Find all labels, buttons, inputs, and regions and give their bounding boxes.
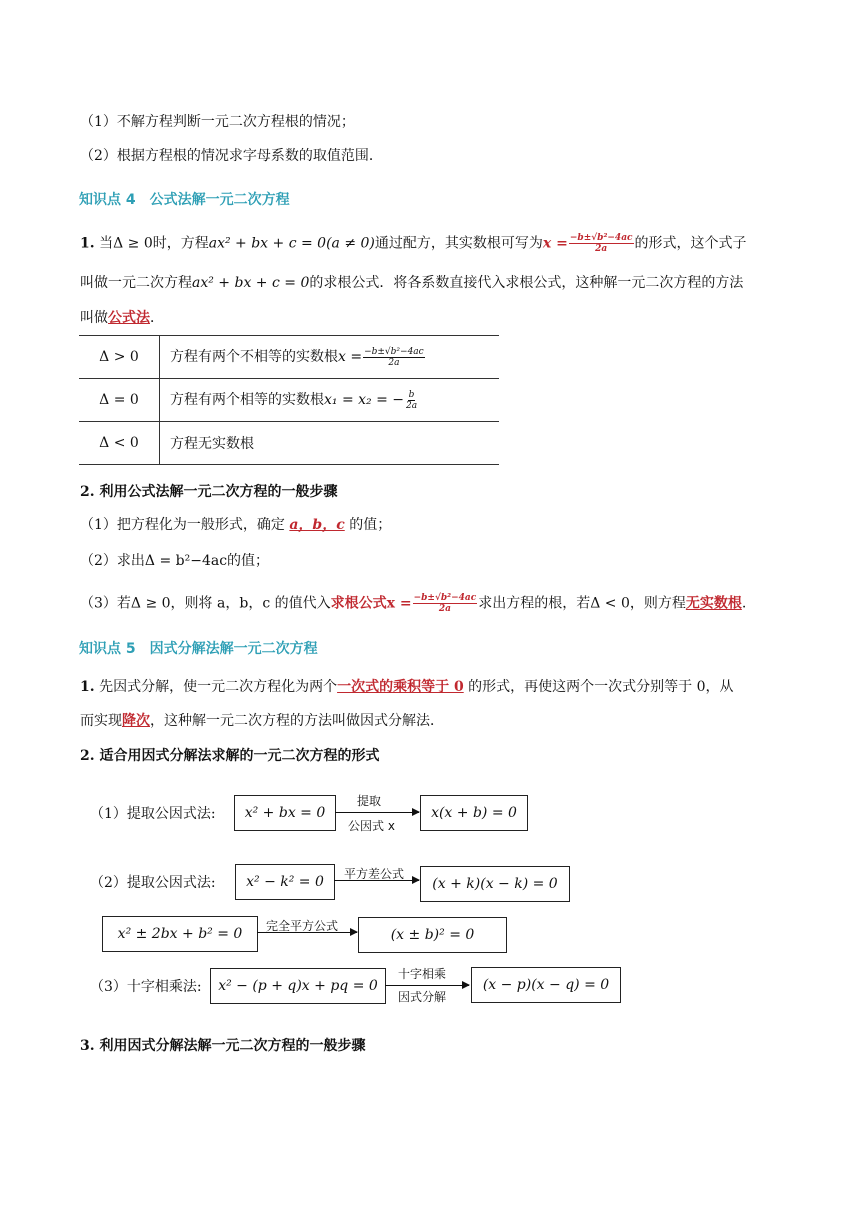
kp5-paragraph-line-1 xyxy=(80,677,734,697)
kp4-p2-text-b: 的求根公式．将各系数直接代入求根公式，这种解一元二次方程的方法 xyxy=(309,275,744,291)
table-cell-condition: Δ < 0 xyxy=(79,422,160,465)
step3-term-no-real-root: 无实数根 xyxy=(685,595,742,612)
kp4-p2-equation: ax² + bx + c = 0 xyxy=(192,275,310,291)
kp5-term-reduce-degree: 降次 xyxy=(122,713,150,729)
form2-label: （2）提取公因式法: xyxy=(90,875,216,891)
discriminant-table xyxy=(79,335,499,465)
step3-numerator: −b±√b²−4ac xyxy=(413,593,477,603)
form3-arrow-top-label: 十字相乘 xyxy=(398,967,447,981)
kp4-p1-text-c: 的形式，这个式子 xyxy=(634,235,747,252)
kp5-p2-text-a: 而实现 xyxy=(80,713,122,729)
step1-coefficients: a，b，c xyxy=(289,517,345,533)
kp4-p3-text-b: ． xyxy=(150,310,164,326)
table-cell-result xyxy=(160,336,500,379)
form3-right-box: (x − p)(x − q) = 0 xyxy=(471,967,621,1003)
form1-arrow xyxy=(335,812,419,813)
step3-term-formula: 求根公式x = xyxy=(330,595,412,612)
kp5-term-product-zero: 一次式的乘积等于 0 xyxy=(337,679,464,695)
step1-text-b: 的值； xyxy=(344,517,392,533)
kp4-step-3 xyxy=(80,593,746,614)
form2b-left-box: x² ± 2bx + b² = 0 xyxy=(102,916,258,952)
form1-left-box: x² + bx = 0 xyxy=(234,795,336,831)
form3-arrow-bottom-label: 因式分解 xyxy=(398,990,447,1004)
result-denominator: 2a xyxy=(406,400,418,411)
form1-arrow-top-label: 提取 xyxy=(357,794,382,808)
intro-item-2: （2）根据方程根的情况求字母系数的取值范围． xyxy=(80,148,383,164)
form2-right-box: (x + k)(x − k) = 0 xyxy=(420,866,570,902)
result-expr: x = xyxy=(338,349,363,366)
kp5-forms-title: 2. 适合用因式分解法求解的一元二次方程的形式 xyxy=(80,748,380,764)
table-row xyxy=(79,336,499,379)
result-expr: x₁ = x₂ = − xyxy=(324,392,405,409)
result-text: 方程无实数根 xyxy=(170,436,254,452)
table-row xyxy=(79,422,499,465)
kp4-paragraph-line-1 xyxy=(80,233,747,254)
table-cell-condition: Δ > 0 xyxy=(79,336,160,379)
result-formula xyxy=(405,390,418,411)
table-cell-result xyxy=(160,379,500,422)
form1-label: （1）提取公因式法: xyxy=(90,806,216,822)
kp4-steps-title: 2. 利用公式法解一元二次方程的一般步骤 xyxy=(80,484,338,500)
step3-text-a: （3）若Δ ≥ 0，则将 a，b，c 的值代入 xyxy=(80,595,331,612)
form2b-arrow-top-label: 完全平方公式 xyxy=(266,919,339,933)
kp4-term-formula-method: 公式法 xyxy=(108,310,150,326)
form3-arrow xyxy=(385,985,469,986)
step3-text-b: 求出方程的根，若Δ < 0，则方程 xyxy=(478,595,686,612)
result-denominator: 2a xyxy=(388,357,400,368)
result-text: 方程有两个相等的实数根 xyxy=(170,392,324,409)
result-numerator: −b±√b²−4ac xyxy=(364,346,424,357)
result-text: 方程有两个不相等的实数根 xyxy=(170,349,338,366)
kp4-p1-text-b: 通过配方，其实数根可写为 xyxy=(374,235,543,252)
kp4-step-2: （2）求出Δ = b²−4ac的值； xyxy=(80,553,270,569)
kp4-p1-text-a: 当Δ ≥ 0时，方程 xyxy=(94,235,209,252)
step1-text-a: （1）把方程化为一般形式，确定 xyxy=(80,517,290,533)
result-numerator: b xyxy=(408,389,415,400)
form1-right-box: x(x + b) = 0 xyxy=(420,795,528,831)
form2b-right-box: (x ± b)² = 0 xyxy=(358,917,507,953)
kp4-p1-x: x = xyxy=(542,235,568,252)
intro-item-1: （1）不解方程判断一元二次方程根的情况； xyxy=(80,114,355,130)
kp4-heading: 知识点 4 公式法解一元二次方程 xyxy=(79,192,290,208)
formula-numerator: −b±√b²−4ac xyxy=(569,233,633,243)
kp4-p2-text-a: 叫做一元二次方程 xyxy=(80,275,192,291)
form2-arrow-top-label: 平方差公式 xyxy=(344,867,405,881)
result-formula xyxy=(363,347,425,368)
formula-denominator: 2a xyxy=(595,244,608,254)
kp5-p1-text-b: 的形式，再使这两个一次式分别等于 0，从 xyxy=(463,679,734,695)
table-row xyxy=(79,379,499,422)
form1-arrow-bottom-label: 公因式 x xyxy=(348,819,395,833)
form3-left-box: x² − (p + q)x + pq = 0 xyxy=(210,968,386,1004)
table-cell-condition: Δ = 0 xyxy=(79,379,160,422)
kp4-paragraph-line-2 xyxy=(80,273,743,293)
kp4-step-1 xyxy=(80,515,391,535)
kp5-p2-text-b: ，这种解一元二次方程的方法叫做因式分解法． xyxy=(150,713,444,729)
kp4-paragraph-line-3 xyxy=(80,308,164,328)
step3-denominator: 2a xyxy=(438,604,451,614)
kp5-paragraph-line-2 xyxy=(80,711,444,731)
kp5-heading: 知识点 5 因式分解法解一元二次方程 xyxy=(79,641,318,657)
step3-text-c: . xyxy=(741,595,747,612)
form2-left-box: x² − k² = 0 xyxy=(235,864,335,900)
kp4-p1-equation: ax² + bx + c = 0(a ≠ 0) xyxy=(208,235,375,252)
step3-formula xyxy=(413,593,478,614)
kp4-p1-formula xyxy=(569,233,634,254)
kp5-p1-text-a: 先因式分解，使一元二次方程化为两个 xyxy=(94,679,338,695)
kp4-p3-text-a: 叫做 xyxy=(80,310,108,326)
form3-label: （3）十字相乘法: xyxy=(90,979,202,995)
kp5-p1-num: 1. xyxy=(80,679,95,695)
kp5-steps-title: 3. 利用因式分解法解一元二次方程的一般步骤 xyxy=(80,1038,366,1054)
kp4-p1-num: 1. xyxy=(80,235,95,252)
table-cell-result xyxy=(160,422,500,465)
